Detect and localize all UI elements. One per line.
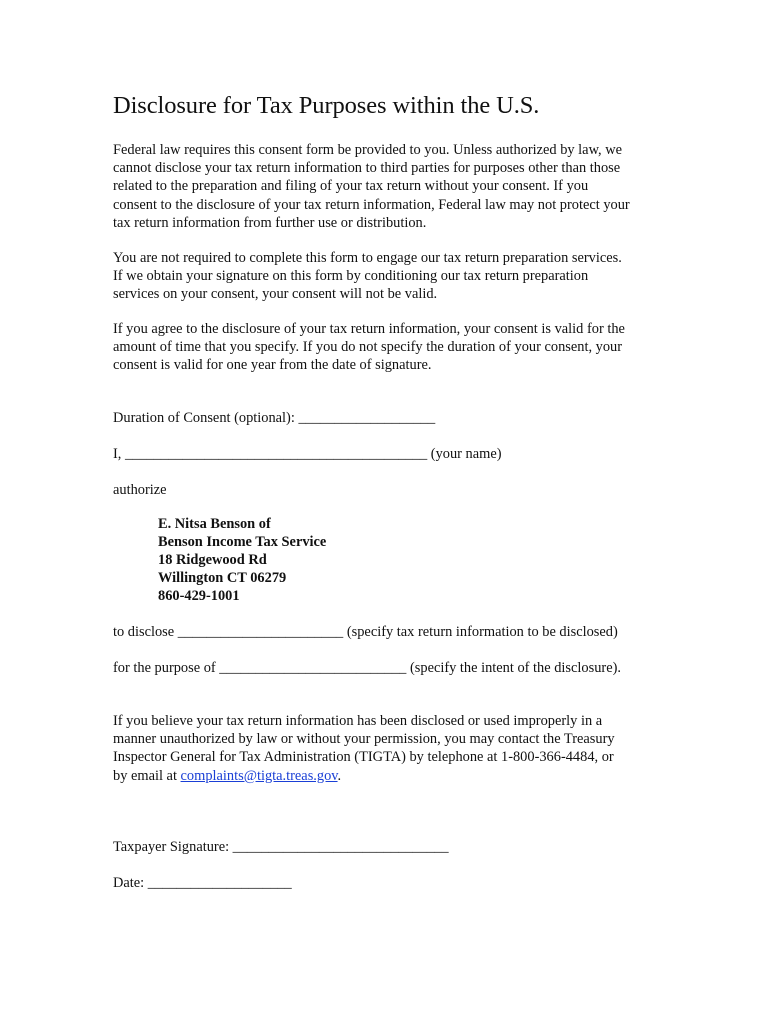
paragraph-line: manner unauthorized by law or without your permission, you may contact the Treasury — [113, 731, 615, 748]
document-title: Disclosure for Tax Purposes within the U.S. — [113, 92, 540, 119]
taxpayer-signature-field[interactable]: Taxpayer Signature: ______________________________ — [113, 839, 449, 855]
paragraph-line: If you agree to the disclosure of your tax return information, your consent is valid for the — [113, 321, 625, 337]
disclosure-purpose-field[interactable]: for the purpose of __________________________ (specify the intent of the disclosure). — [113, 660, 621, 676]
paragraph-line: amount of time that you specify. If you do not specify the duration of your consent, your — [113, 339, 623, 356]
paragraph-line: services on your consent, your consent will not be valid. — [113, 286, 438, 303]
paragraph-line: related to the preparation and filing of your tax return without your consent. If you — [113, 178, 589, 195]
paragraph-line: cannot disclose your tax return information to third parties for purposes other than those — [113, 160, 621, 177]
preparer-city: Willington CT 06279 — [158, 570, 287, 587]
preparer-business: Benson Income Tax Service — [158, 534, 327, 551]
paragraph-line: Federal law requires this consent form be provided to you. Unless authorized by law, we — [113, 142, 622, 158]
tigta-email-link[interactable]: complaints@tigta.treas.gov — [180, 767, 338, 784]
date-field[interactable]: Date: ____________________ — [113, 875, 292, 891]
not-required-paragraph — [113, 249, 663, 304]
paragraph-line: Inspector General for Tax Administration (TIGTA) by telephone at 1-800-366-4484, or — [113, 749, 614, 766]
tigta-contact-paragraph — [113, 712, 663, 785]
paragraph-line: You are not required to complete this form to engage our tax return preparation services. — [113, 250, 622, 266]
consent-requirement-paragraph — [113, 141, 663, 232]
preparer-address-block — [158, 515, 326, 605]
preparer-street: 18 Ridgewood Rd — [158, 552, 267, 569]
taxpayer-name-field[interactable]: I, __________________________________________ (your name) — [113, 446, 502, 462]
paragraph-line: If we obtain your signature on this form by conditioning our tax return preparation — [113, 268, 589, 285]
authorize-label: authorize — [113, 482, 167, 498]
paragraph-line: tax return information from further use or distribution. — [113, 214, 427, 231]
paragraph-line — [113, 767, 663, 785]
duration-of-consent-field[interactable]: Duration of Consent (optional): ___________________ — [113, 410, 436, 426]
paragraph-line: If you believe your tax return information has been disclosed or used improperly in a — [113, 713, 603, 729]
preparer-name: E. Nitsa Benson of — [158, 516, 271, 532]
paragraph-line: consent to the disclosure of your tax return information, Federal law may not protect your — [113, 196, 630, 213]
email-prefix: by email at — [113, 767, 181, 784]
email-suffix: . — [337, 767, 342, 784]
disclose-info-field[interactable]: to disclose _______________________ (specify tax return information to be disclosed) — [113, 624, 618, 640]
preparer-phone: 860-429-1001 — [158, 588, 240, 605]
paragraph-line: consent is valid for one year from the date of signature. — [113, 357, 432, 374]
duration-paragraph — [113, 320, 663, 375]
